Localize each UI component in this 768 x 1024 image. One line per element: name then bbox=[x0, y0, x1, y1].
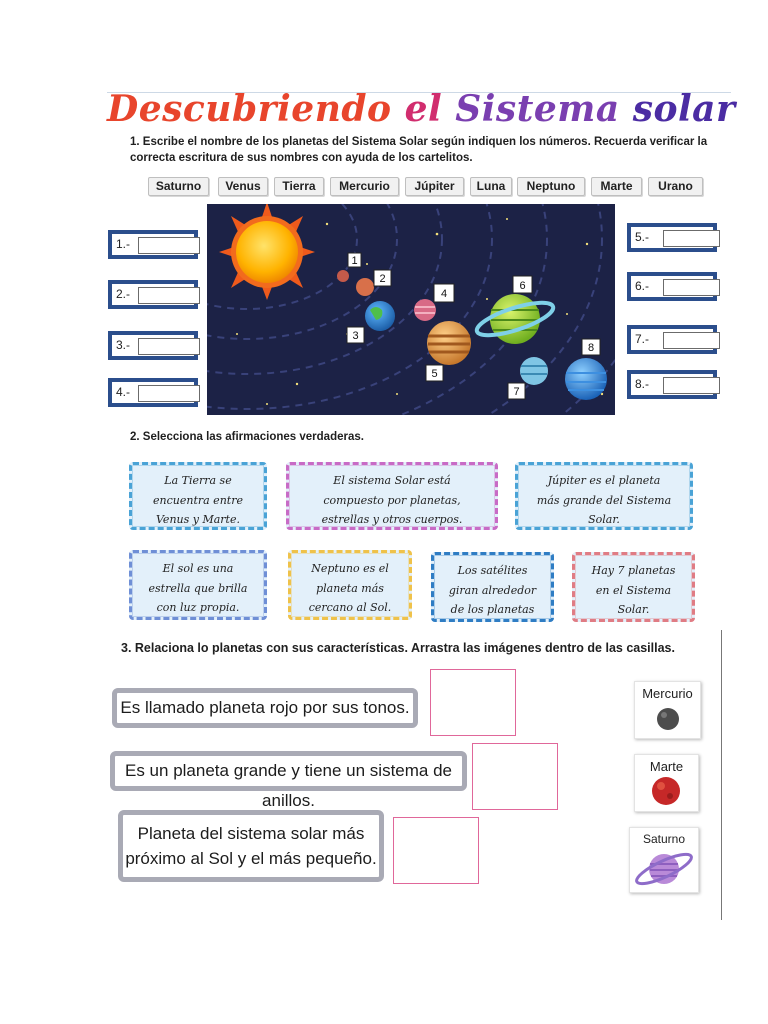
answer-label: 5.- bbox=[635, 230, 650, 244]
planet-number-1: 1 bbox=[351, 255, 358, 267]
title-word-4: solar bbox=[632, 88, 736, 130]
characteristic-statement-3 bbox=[118, 810, 384, 882]
card-line: El sol es una bbox=[162, 562, 234, 575]
statement-card-6[interactable] bbox=[431, 552, 554, 622]
title-word-1: Descubriendo bbox=[107, 88, 392, 130]
page-edge-line bbox=[721, 630, 722, 920]
statement-card-2[interactable] bbox=[286, 462, 498, 530]
card-line: Solar. bbox=[617, 603, 650, 616]
answer-field[interactable] bbox=[663, 230, 720, 247]
planet-8-icon bbox=[565, 358, 607, 400]
word-chip[interactable]: Luna bbox=[470, 177, 512, 196]
mercury-tile[interactable] bbox=[634, 681, 701, 739]
card-line: La Tierra se bbox=[164, 474, 232, 487]
card-line: Júpiter es el planeta bbox=[547, 474, 661, 487]
saturn-tile[interactable] bbox=[629, 827, 699, 893]
statement-card-1[interactable] bbox=[129, 462, 267, 530]
page-title bbox=[107, 88, 736, 130]
section1-instruction: 1. Escribe el nombre de los planetas del Sistema Solar según indiquen los números. Recuerda verificar la correcta escritura de sus nombres con ayuda de los cartelitos. bbox=[130, 136, 708, 164]
statement-line: Es llamado planeta rojo por sus tonos. bbox=[120, 698, 410, 717]
section2-instruction: 2. Selecciona las afirmaciones verdaderas. bbox=[130, 431, 364, 443]
answer-box-2 bbox=[108, 280, 198, 309]
statement-line: Planeta del sistema solar más bbox=[137, 824, 365, 843]
word-chip[interactable]: Marte bbox=[591, 177, 642, 196]
answer-box-4 bbox=[108, 378, 198, 407]
answer-label: 3.- bbox=[116, 338, 131, 352]
answer-box-7 bbox=[627, 325, 717, 354]
card-line: de los planetas bbox=[450, 603, 535, 616]
statement-card-5[interactable] bbox=[288, 550, 412, 620]
card-line: cercano al Sol. bbox=[308, 601, 392, 614]
drop-zone-1[interactable] bbox=[430, 669, 516, 736]
answer-label: 4.- bbox=[116, 385, 131, 399]
answer-box-1 bbox=[108, 230, 198, 259]
card-line: con luz propia. bbox=[156, 601, 240, 614]
card-line: Venus y Marte. bbox=[156, 513, 240, 526]
card-line: estrella que brilla bbox=[148, 581, 248, 595]
statement-line: Es un planeta grande y tiene un sistema de anillos. bbox=[125, 761, 452, 810]
planet-number-2: 2 bbox=[379, 273, 386, 285]
statement-card-7[interactable] bbox=[572, 552, 695, 622]
planet-number-5: 5 bbox=[431, 368, 438, 380]
drop-zone-2[interactable] bbox=[472, 743, 558, 810]
word-chip[interactable]: Urano bbox=[648, 177, 703, 196]
card-line: Solar. bbox=[588, 513, 620, 526]
answer-field[interactable] bbox=[663, 377, 720, 394]
answer-label: 2.- bbox=[116, 287, 131, 301]
card-line: El sistema Solar está bbox=[333, 474, 451, 487]
answer-box-5 bbox=[627, 223, 717, 252]
saturn-icon bbox=[632, 846, 696, 890]
characteristic-statement-2 bbox=[110, 751, 467, 810]
planet-4-icon bbox=[414, 299, 436, 321]
planet-7-icon bbox=[520, 357, 548, 385]
answer-field[interactable] bbox=[138, 237, 200, 254]
card-line: giran alrededor bbox=[448, 583, 537, 597]
card-line: encuentra entre bbox=[153, 493, 243, 507]
planet-number-3: 3 bbox=[352, 330, 359, 342]
section3-instruction: 3. Relaciona lo planetas con sus características. Arrastra las imágenes dentro de las casillas. bbox=[121, 641, 675, 655]
word-chip[interactable]: Mercurio bbox=[330, 177, 399, 196]
answer-field[interactable] bbox=[138, 338, 200, 355]
mars-icon bbox=[650, 775, 682, 807]
card-line: Los satélites bbox=[457, 564, 528, 577]
card-line: compuesto por planetas, bbox=[323, 493, 461, 507]
card-line: más grande del Sistema bbox=[536, 493, 672, 507]
answer-box-3 bbox=[108, 331, 198, 360]
tile-label: Mercurio bbox=[642, 686, 693, 701]
planet-number-4: 4 bbox=[440, 288, 448, 300]
answer-field[interactable] bbox=[663, 332, 720, 349]
mars-tile[interactable] bbox=[634, 754, 699, 812]
card-line: planeta más bbox=[316, 581, 384, 595]
tile-label: Saturno bbox=[642, 832, 686, 846]
title-word-2: el bbox=[404, 88, 443, 130]
card-line: Neptuno es el bbox=[311, 562, 389, 575]
answer-label: 7.- bbox=[635, 332, 650, 346]
answer-field[interactable] bbox=[138, 287, 200, 304]
word-chip[interactable]: Saturno bbox=[148, 177, 209, 196]
answer-label: 6.- bbox=[635, 279, 650, 293]
planet-number-7: 7 bbox=[513, 386, 520, 398]
answer-box-6 bbox=[627, 272, 717, 301]
characteristic-statement-1 bbox=[112, 688, 418, 728]
mercury-icon bbox=[655, 706, 681, 732]
sun-icon bbox=[219, 204, 315, 300]
answer-field[interactable] bbox=[138, 385, 200, 402]
answer-label: 8.- bbox=[635, 377, 650, 391]
statement-line: próximo al Sol y el más pequeño. bbox=[125, 849, 377, 868]
card-line: estrellas y otros cuerpos. bbox=[321, 513, 463, 526]
planet-number-6: 6 bbox=[519, 280, 526, 292]
word-chip[interactable]: Júpiter bbox=[405, 177, 464, 196]
answer-field[interactable] bbox=[663, 279, 720, 296]
drop-zone-3[interactable] bbox=[393, 817, 479, 884]
planet-5-icon bbox=[427, 321, 471, 365]
planet-number-8: 8 bbox=[587, 342, 595, 354]
solar-system-image bbox=[207, 204, 615, 415]
tile-label: Marte bbox=[649, 759, 684, 774]
planet-2-icon bbox=[356, 278, 374, 296]
word-chip[interactable]: Neptuno bbox=[517, 177, 585, 196]
card-line: Hay 7 planetas bbox=[591, 564, 676, 577]
word-chip[interactable]: Tierra bbox=[274, 177, 324, 196]
answer-box-8 bbox=[627, 370, 717, 399]
statement-card-3[interactable] bbox=[515, 462, 693, 530]
statement-card-4[interactable] bbox=[129, 550, 267, 620]
planet-1-icon bbox=[337, 270, 349, 282]
planet-3-icon bbox=[365, 301, 395, 331]
title-word-3: Sistema bbox=[455, 88, 620, 130]
answer-label: 1.- bbox=[116, 237, 131, 251]
card-line: en el Sistema bbox=[595, 583, 672, 597]
word-chip[interactable]: Venus bbox=[218, 177, 268, 196]
